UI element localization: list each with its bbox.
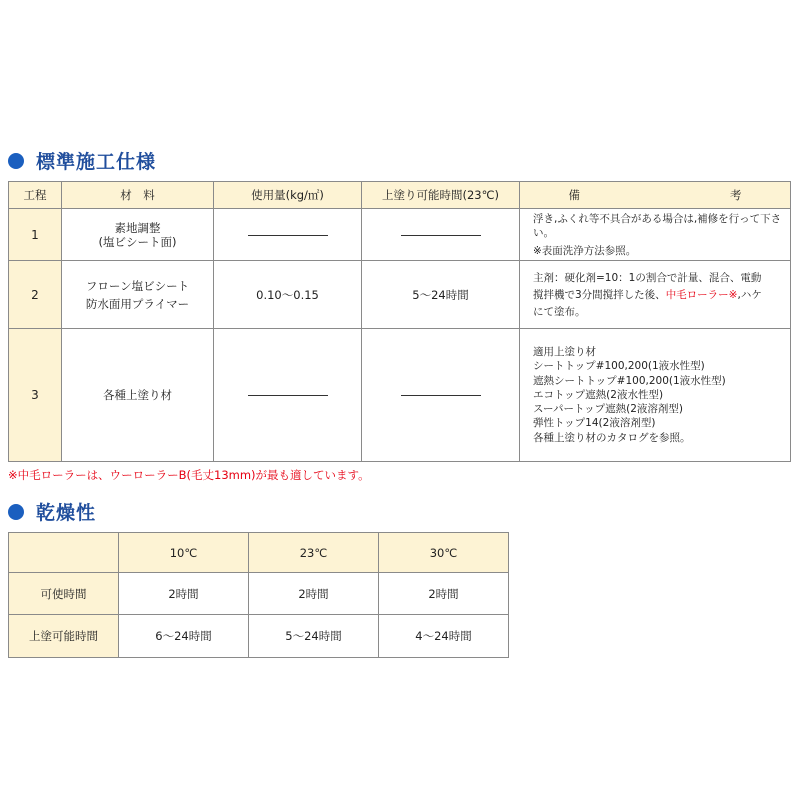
step-number: 1 bbox=[9, 209, 62, 261]
material-line: (塩ビシート面) bbox=[98, 234, 177, 249]
header-material: 材 料 bbox=[62, 182, 214, 209]
usage-cell: 0.10～0.15 bbox=[214, 261, 362, 329]
header-notes bbox=[520, 182, 791, 209]
table-row bbox=[9, 261, 791, 329]
notes-line: にて塗布。 bbox=[533, 305, 586, 318]
recoat-cell bbox=[362, 209, 520, 261]
step-number: 2 bbox=[9, 261, 62, 329]
notes-cell bbox=[520, 329, 791, 462]
header-usage: 使用量(kg/㎡) bbox=[214, 182, 362, 209]
notes-line: スーパートップ遮熱(2液溶剤型) bbox=[533, 403, 684, 416]
spec-section-title bbox=[8, 147, 156, 174]
notes-line: 主剤：硬化剤=10：1の割合で計量、混合、電動 bbox=[533, 271, 762, 284]
material-line: フローン塩ビシート bbox=[85, 278, 190, 293]
drying-value: 6～24時間 bbox=[119, 615, 249, 658]
roller-highlight: 中毛ローラー※ bbox=[665, 288, 738, 301]
usage-cell bbox=[214, 329, 362, 462]
material-cell bbox=[62, 209, 214, 261]
notes-line: 各種上塗り材のカタログを参照。 bbox=[533, 431, 691, 444]
header-notes-right: 考 bbox=[730, 188, 742, 202]
notes-line: 遮熱シートトップ#100,200(1液水性型) bbox=[533, 374, 726, 387]
notes-line: 浮き,ふくれ等不具合がある場合は,補修を行って下さい。 bbox=[533, 212, 782, 239]
empty-dash bbox=[248, 395, 328, 396]
notes-line: ※表面洗浄方法参照。 bbox=[533, 244, 637, 257]
drying-table bbox=[8, 532, 509, 658]
drying-value: 4～24時間 bbox=[379, 615, 509, 658]
usage-cell bbox=[214, 209, 362, 261]
drying-value: 2時間 bbox=[379, 573, 509, 615]
drying-header-row bbox=[9, 533, 509, 573]
notes-cell bbox=[520, 261, 791, 329]
step-number: 3 bbox=[9, 329, 62, 462]
notes-line: 適用上塗り材 bbox=[533, 346, 596, 359]
temp-header: 10℃ bbox=[119, 533, 249, 573]
empty-dash bbox=[248, 235, 328, 236]
material-cell: 各種上塗り材 bbox=[62, 329, 214, 462]
drying-section-title bbox=[8, 498, 96, 525]
spec-title-text: 標準施工仕様 bbox=[36, 151, 157, 173]
notes-line: シートトップ#100,200(1液水性型) bbox=[533, 360, 705, 373]
corner-cell bbox=[9, 533, 119, 573]
drying-value: 2時間 bbox=[119, 573, 249, 615]
table-row bbox=[9, 209, 791, 261]
spec-header-row bbox=[9, 182, 791, 209]
temp-header: 23℃ bbox=[249, 533, 379, 573]
notes-line: 弾性トップ14(2液溶剤型) bbox=[533, 417, 656, 430]
empty-dash bbox=[401, 395, 481, 396]
header-recoat: 上塗り可能時間(23℃) bbox=[362, 182, 520, 209]
notes-line bbox=[533, 288, 790, 302]
row-label: 上塗可能時間 bbox=[9, 615, 119, 658]
notes-text: 撹拌機で3分間撹拌した後、 bbox=[533, 288, 666, 301]
empty-dash bbox=[401, 235, 481, 236]
drying-title-text: 乾燥性 bbox=[36, 502, 97, 524]
temp-header: 30℃ bbox=[379, 533, 509, 573]
notes-text: ,ハケ bbox=[737, 288, 762, 301]
notes-line: エコトップ遮熱(2液水性型) bbox=[533, 388, 664, 401]
material-line: 防水面用プライマー bbox=[85, 296, 190, 311]
material-cell bbox=[62, 261, 214, 329]
drying-value: 5～24時間 bbox=[249, 615, 379, 658]
table-row bbox=[9, 329, 791, 462]
recoat-cell: 5～24時間 bbox=[362, 261, 520, 329]
footnote: ※中毛ローラーは、ウーローラーB(毛丈13mm)が最も適しています。 bbox=[8, 468, 370, 482]
header-step: 工程 bbox=[9, 182, 62, 209]
spec-table bbox=[8, 181, 791, 462]
bullet-dot-icon bbox=[8, 504, 24, 520]
table-row bbox=[9, 573, 509, 615]
drying-value: 2時間 bbox=[249, 573, 379, 615]
recoat-cell bbox=[362, 329, 520, 462]
bullet-dot-icon bbox=[8, 153, 24, 169]
table-row bbox=[9, 615, 509, 658]
row-label: 可使時間 bbox=[9, 573, 119, 615]
material-line: 素地調整 bbox=[114, 220, 161, 235]
header-notes-left: 備 bbox=[568, 188, 580, 202]
notes-cell bbox=[520, 209, 791, 261]
